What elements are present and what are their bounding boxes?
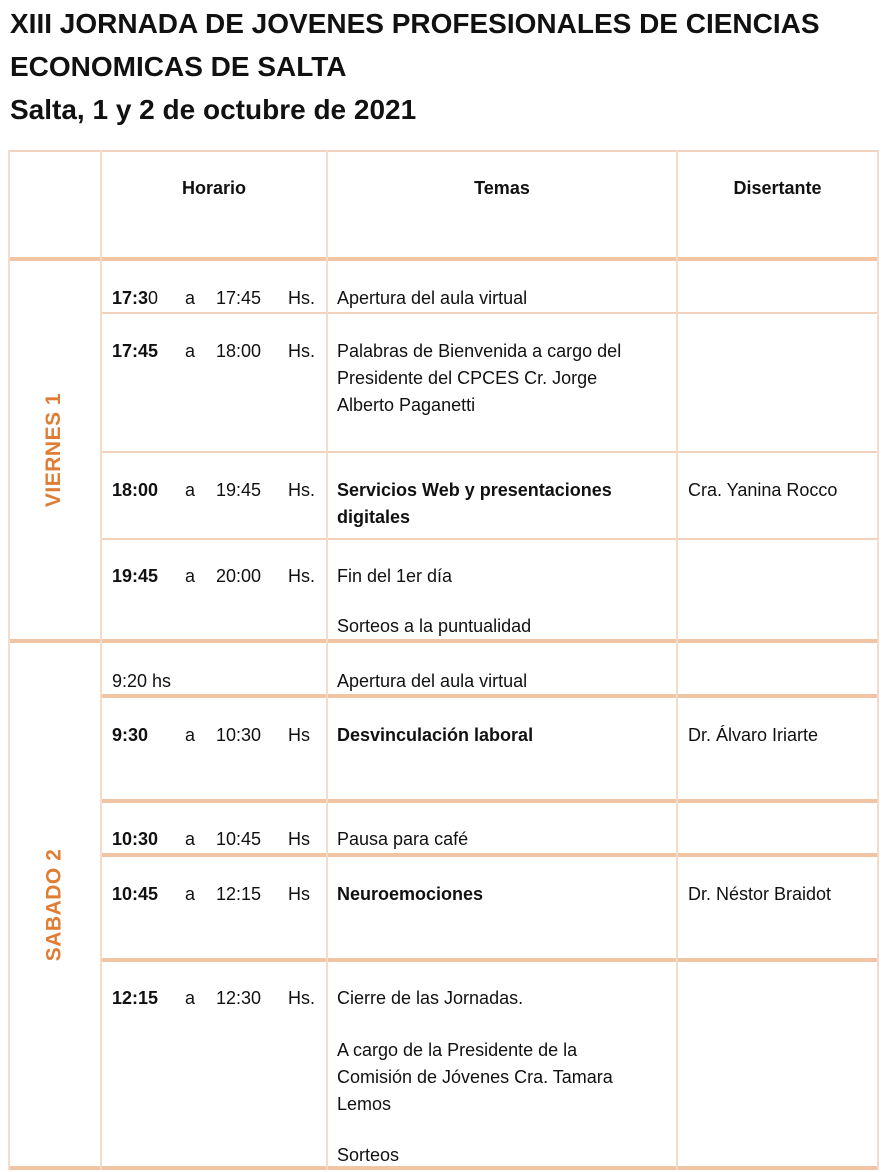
time-range: 17:30 a 17:45 Hs. xyxy=(112,288,315,308)
time-range: 10:30 a 10:45 Hs xyxy=(112,829,310,849)
topic-text: Fin del 1er día xyxy=(337,566,453,586)
time-range: 17:45 a 18:00 Hs. xyxy=(112,341,315,361)
topic-text-tertiary: Sorteos xyxy=(337,1145,400,1165)
speaker-name: Dr. Néstor Braidot xyxy=(688,884,832,904)
document-title xyxy=(10,2,820,131)
column-divider xyxy=(676,150,678,1170)
day-label-sabado: SABADO 2 xyxy=(42,848,66,961)
time-range: 18:00 a 19:45 Hs. xyxy=(112,480,315,500)
topic-text: Neuroemociones xyxy=(337,884,484,904)
day-label-viernes: VIERNES 1 xyxy=(42,392,66,508)
title-line-1: XIII JORNADA DE JOVENES PROFESIONALES DE CIENCIAS xyxy=(10,8,820,39)
topic-text: Apertura del aula virtual xyxy=(337,671,528,691)
row-separator xyxy=(101,538,878,540)
row-separator xyxy=(101,451,878,453)
title-line-2: ECONOMICAS DE SALTA xyxy=(10,51,347,82)
header-disertante: Disertante xyxy=(733,178,822,198)
header-horario: Horario xyxy=(181,178,246,198)
table-border-top xyxy=(8,150,878,152)
topic-text: Apertura del aula virtual xyxy=(337,288,528,308)
time-range: 9:30 a 10:30 Hs xyxy=(112,725,310,745)
topic-text-secondary: Sorteos a la puntualidad xyxy=(337,616,532,636)
topic-text: Servicios Web y presentaciones digitales xyxy=(337,480,612,527)
topic-text: Cierre de las Jornadas. xyxy=(337,988,524,1008)
time-range: 12:15 a 12:30 Hs. xyxy=(112,988,315,1008)
table-border-right xyxy=(877,150,879,1170)
column-divider xyxy=(326,150,328,1170)
topic-text: Desvinculación laboral xyxy=(337,725,534,745)
row-separator xyxy=(101,799,878,803)
title-line-3: Salta, 1 y 2 de octubre de 2021 xyxy=(10,94,417,125)
speaker-name: Dr. Álvaro Iriarte xyxy=(688,725,819,745)
header-temas: Temas xyxy=(474,178,530,198)
time-range: 19:45 a 20:00 Hs. xyxy=(112,566,315,586)
topic-text: Pausa para café xyxy=(337,829,469,849)
topic-text: Palabras de Bienvenida a cargo del Presidente del CPCES Cr. Jorge Alberto Paganetti xyxy=(337,341,622,415)
header-separator xyxy=(8,257,878,261)
row-separator xyxy=(101,958,878,962)
time-range: 10:45 a 12:15 Hs xyxy=(112,884,310,904)
topic-text-secondary: A cargo de la Presidente de la Comisión de Jóvenes Cra. Tamara Lemos xyxy=(337,1040,613,1114)
time-single: 9:20 hs xyxy=(112,671,172,691)
speaker-name: Cra. Yanina Rocco xyxy=(688,480,838,500)
